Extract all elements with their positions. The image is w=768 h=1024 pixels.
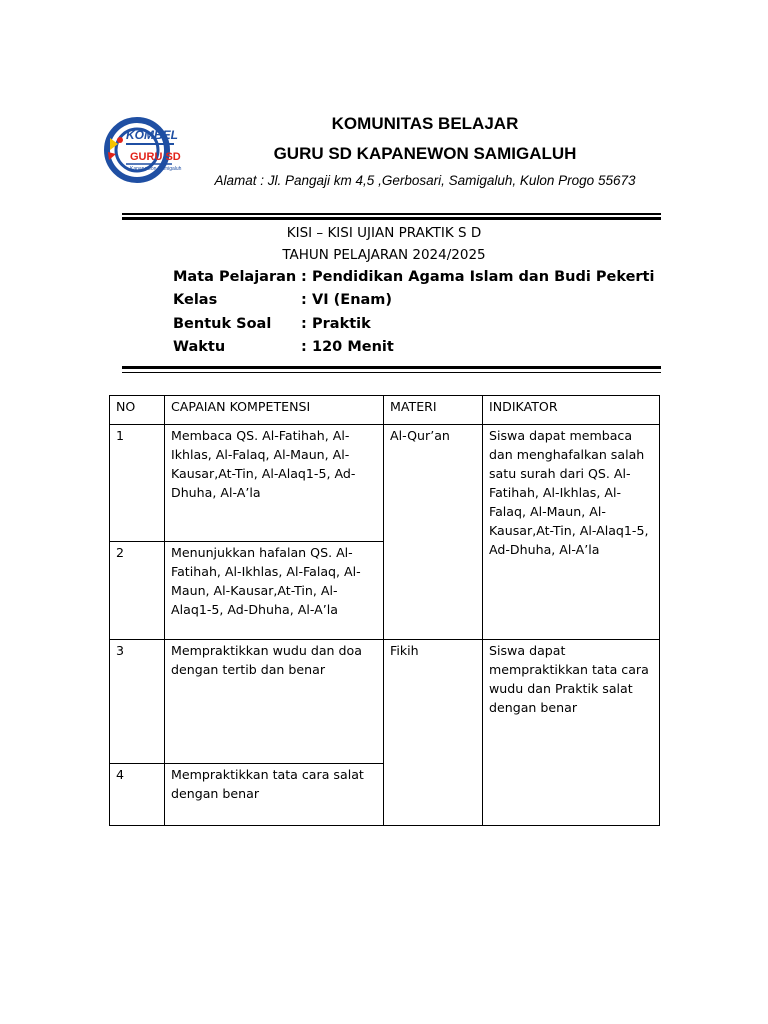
kisi-table: [109, 395, 660, 826]
row-number: 3: [110, 640, 165, 764]
row-indikator: Siswa dapat mempraktikkan tata cara wudu dan Praktik salat dengan benar: [483, 640, 660, 826]
info-value: 120 Menit: [312, 338, 394, 355]
row-materi: Al-Qur’an: [384, 425, 483, 640]
org-name-line1: KOMUNITAS BELAJAR: [331, 114, 519, 133]
section-rule-thick: [122, 366, 661, 369]
table-row: [110, 640, 660, 764]
logo-text-kapanewon: Kapanewon Samigaluh: [130, 166, 182, 172]
header-no: NO: [110, 396, 165, 425]
exam-title: KISI – KISI UJIAN PRAKTIK S D: [286, 225, 482, 241]
header-materi: MATERI: [384, 396, 483, 425]
header-rule-thick: [122, 217, 661, 220]
exam-info: [173, 269, 673, 362]
info-colon: :: [301, 269, 307, 285]
row-kompetensi: Menunjukkan hafalan QS. Al-Fatihah, Al-Ikhlas, Al-Falaq, Al-Maun, Al-Kausar,At-Tin, Al-Alaq1-5, Ad-Dhuha, Al-A’la: [165, 542, 384, 640]
row-kompetensi: Mempraktikkan wudu dan doa dengan tertib dan benar: [165, 640, 384, 764]
info-row-type: [173, 316, 673, 339]
logo-text-kombel: KOMBEL: [126, 128, 178, 142]
info-value: VI (Enam): [312, 292, 393, 309]
table-row: [110, 425, 660, 542]
row-kompetensi: Mempraktikkan tata cara salat dengan benar: [165, 764, 384, 826]
row-materi: Fikih: [384, 640, 483, 826]
row-number: 1: [110, 425, 165, 542]
row-indikator: Siswa dapat membaca dan menghafalkan salah satu surah dari QS. Al-Fatihah, Al-Ikhlas, Al-Falaq, Al-Maun, Al-Kausar,At-Tin, Al-Alaq1-5, Ad-Dhuha, Al-A’la: [483, 425, 660, 640]
info-row-subject: [173, 269, 673, 292]
info-colon: :: [301, 338, 307, 355]
row-number: 2: [110, 542, 165, 640]
section-rule-thin: [122, 372, 661, 373]
info-label: Mata Pelajaran: [173, 269, 297, 285]
info-label: Kelas: [173, 292, 218, 309]
header-kompetensi: CAPAIAN KOMPETENSI: [165, 396, 384, 425]
row-number: 4: [110, 764, 165, 826]
info-label: Bentuk Soal: [173, 315, 272, 332]
info-colon: :: [301, 292, 307, 309]
table-header-row: [110, 396, 660, 425]
info-label: Waktu: [173, 338, 226, 355]
exam-year: TAHUN PELAJARAN 2024/2025: [282, 247, 486, 263]
org-address: Alamat : Jl. Pangaji km 4,5 ,Gerbosari, Samigaluh, Kulon Progo 55673: [214, 173, 636, 188]
info-value: Pendidikan Agama Islam dan Budi Pekerti: [312, 269, 655, 285]
info-row-time: [173, 339, 673, 362]
org-name-line2: GURU SD KAPANEWON SAMIGALUH: [273, 144, 577, 163]
row-kompetensi: Membaca QS. Al-Fatihah, Al-Ikhlas, Al-Falaq, Al-Maun, Al-Kausar,At-Tin, Al-Alaq1-5, Ad-Dhuha, Al-A’la: [165, 425, 384, 542]
info-value: Praktik: [312, 315, 371, 332]
info-colon: :: [301, 315, 307, 332]
info-row-class: [173, 292, 673, 315]
header-indikator: INDIKATOR: [483, 396, 660, 425]
header-rule-thin: [122, 213, 661, 215]
logo-text-gurusd: GURU SD: [130, 151, 181, 163]
